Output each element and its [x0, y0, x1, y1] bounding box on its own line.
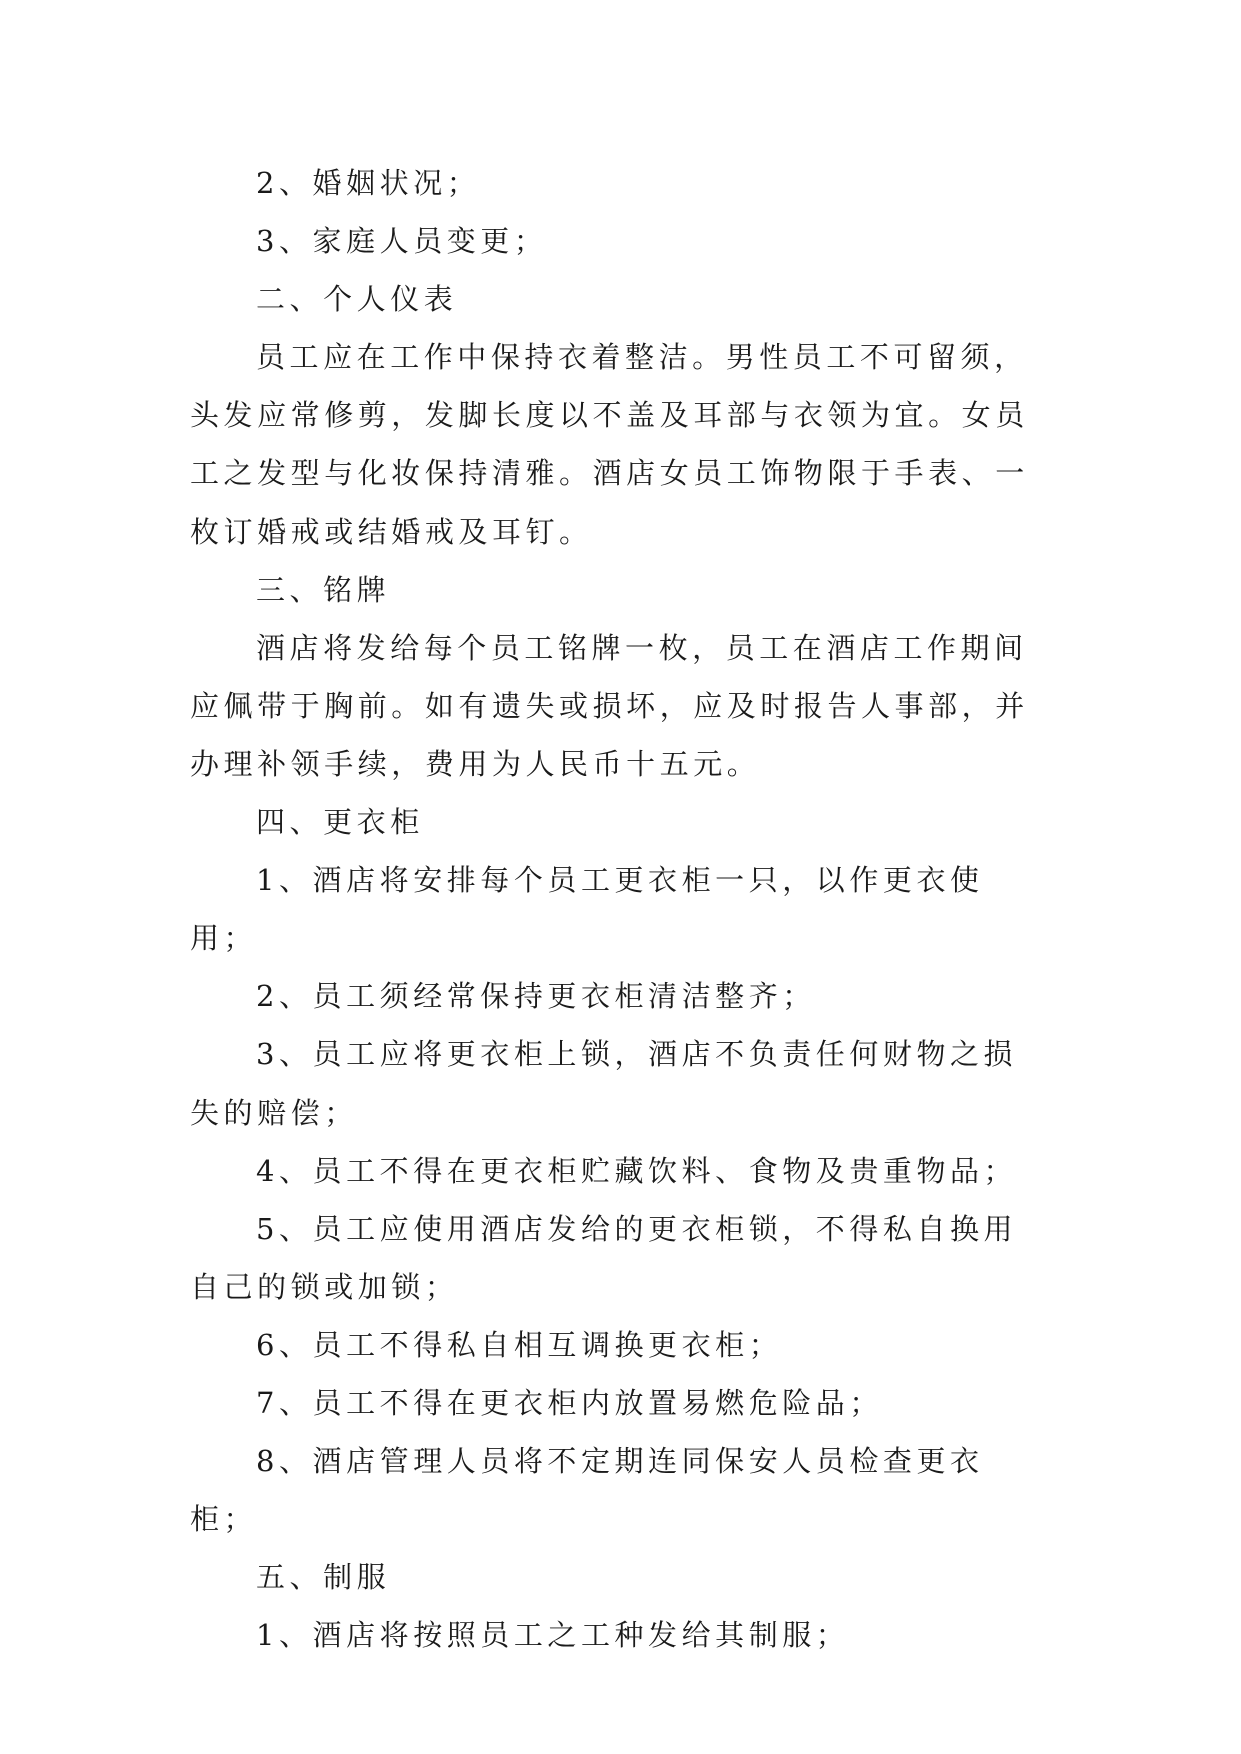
- list-item-locker-4: 4、员工不得在更衣柜贮藏饮料、食物及贵重物品；: [256, 1153, 1018, 1188]
- section-heading-locker: 四、更衣柜: [256, 805, 424, 840]
- list-item-locker-5: 5、员工应使用酒店发给的更衣柜锁，不得私自换用自己的锁或加锁；: [190, 1211, 1018, 1304]
- list-item-locker-3: 3、员工应将更衣柜上锁，酒店不负责任何财物之损失的赔偿；: [190, 1037, 1018, 1130]
- list-item-marital-status: 2、婚姻状况；: [256, 166, 481, 200]
- section-heading-uniform: 五、制服: [256, 1560, 391, 1595]
- paragraph-appearance: 员工应在工作中保持衣着整洁。男性员工不可留须，头发应常修剪，发脚长度以不盖及耳部与衣领为宜。女员工之发型与化妆保持清雅。酒店女员工饰物限于手表、一枚订婚戒或结婚戒及耳钉。: [190, 340, 1029, 549]
- list-item-locker-1: 1、酒店将安排每个员工更衣柜一只，以作更衣使用；: [190, 863, 984, 956]
- list-item-uniform-1: 1、酒店将按照员工之工种发给其制服；: [256, 1618, 850, 1653]
- paragraph-nameplate: 酒店将发给每个员工铭牌一枚，员工在酒店工作期间应佩带于胸前。如有遗失或损坏，应及时报告人事部，并办理补领手续，费用为人民币十五元。: [190, 630, 1029, 781]
- list-item-family-change: 3、家庭人员变更；: [256, 224, 548, 259]
- list-item-locker-6: 6、员工不得私自相互调换更衣柜；: [256, 1327, 783, 1362]
- document-page: [190, 154, 1050, 1664]
- list-item-locker-8: 8、酒店管理人员将不定期连同保安人员检查更衣柜；: [190, 1444, 984, 1537]
- section-heading-appearance: 二、个人仪表: [256, 282, 458, 317]
- list-item-locker-7: 7、员工不得在更衣柜内放置易燃危险品；: [256, 1385, 883, 1420]
- section-heading-nameplate: 三、铭牌: [256, 572, 391, 607]
- list-item-locker-2: 2、员工须经常保持更衣柜清洁整齐；: [256, 979, 816, 1014]
